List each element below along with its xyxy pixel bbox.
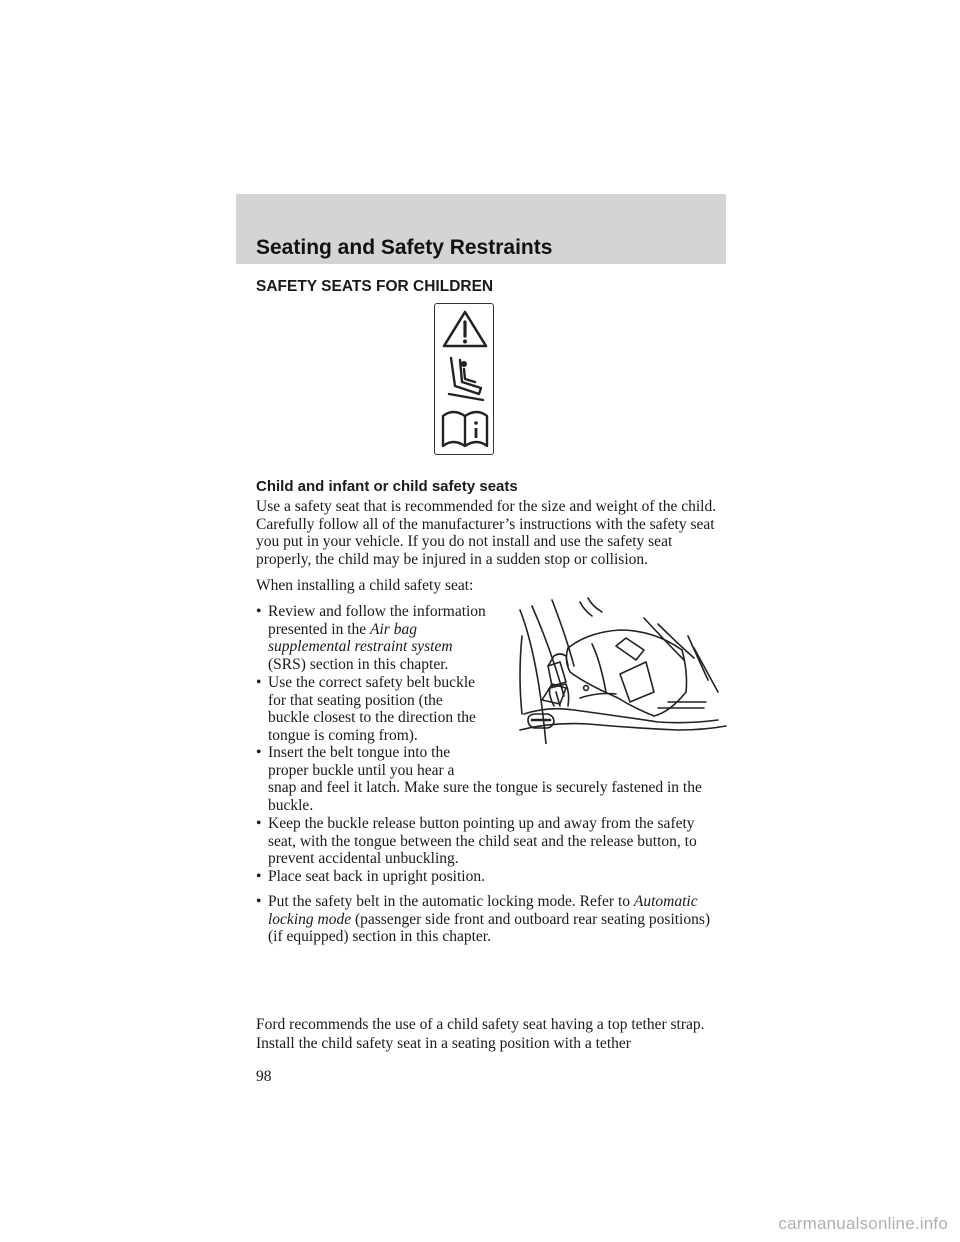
watermark-text: carmanualsonline.info <box>778 1214 948 1233</box>
chapter-header-band <box>236 194 726 264</box>
section-heading: SAFETY SEATS FOR CHILDREN <box>256 278 494 295</box>
owner-manual-icon <box>443 412 487 446</box>
subsection-heading: Child and infant or child safety seats <box>256 478 518 495</box>
page-number: 98 <box>256 1068 272 1085</box>
child-seat-icon <box>449 358 483 400</box>
intro-paragraph: Use a safety seat that is recommended for the size and weight of the child. Carefully follow all of the manufacturer’s instructions with the safety seat you put in your vehicle. If you do not install and use the safety seat properly, the child may be injured in a sudden stop or collision. <box>256 498 717 568</box>
bullet-correct-buckle: • Use the correct safety belt buckle for that seating position (the buckle closest to the direction the tongue is coming from). <box>256 674 476 744</box>
bullet-release-button: • Keep the buckle release button pointing up and away from the safety seat, with the tongue between the child seat and the release button, to prevent accidental unbuckling. <box>256 815 697 868</box>
srs-section-reference: Air bag supplemental restraint system <box>268 620 453 656</box>
automatic-locking-reference: Automatic locking mode <box>268 893 698 928</box>
warning-triangle-icon <box>444 312 486 346</box>
closing-paragraph: Ford recommends the use of a child safety seat having a top tether strap. Install the child safety seat in a seating position with a tether <box>256 1016 705 1052</box>
chapter-title: Seating and Safety Restraints <box>256 236 553 259</box>
bullet-automatic-locking: • Put the safety belt in the automatic locking mode. Refer to Automatic locking mode (passenger side front and outboard rear seating positions) (if equipped) section in this chapter. <box>256 893 711 946</box>
warning-symbol-panel <box>434 303 494 455</box>
bullet-seat-upright: • Place seat back in upright position. <box>256 868 485 885</box>
installing-lead-in: When installing a child safety seat: <box>256 577 474 594</box>
bullet-review-info: • Review and follow the information presented in the Air bag supplemental restraint system (SRS) section in this chapter. <box>256 603 486 673</box>
safety-belt-buckle-illustration <box>508 596 728 744</box>
bullet-insert-tongue: • Insert the belt tongue into the proper buckle until you hear a <box>256 744 455 779</box>
bullet-insert-tongue-continued: snap and feel it latch. Make sure the tongue is securely fastened in the buckle. <box>268 779 702 814</box>
